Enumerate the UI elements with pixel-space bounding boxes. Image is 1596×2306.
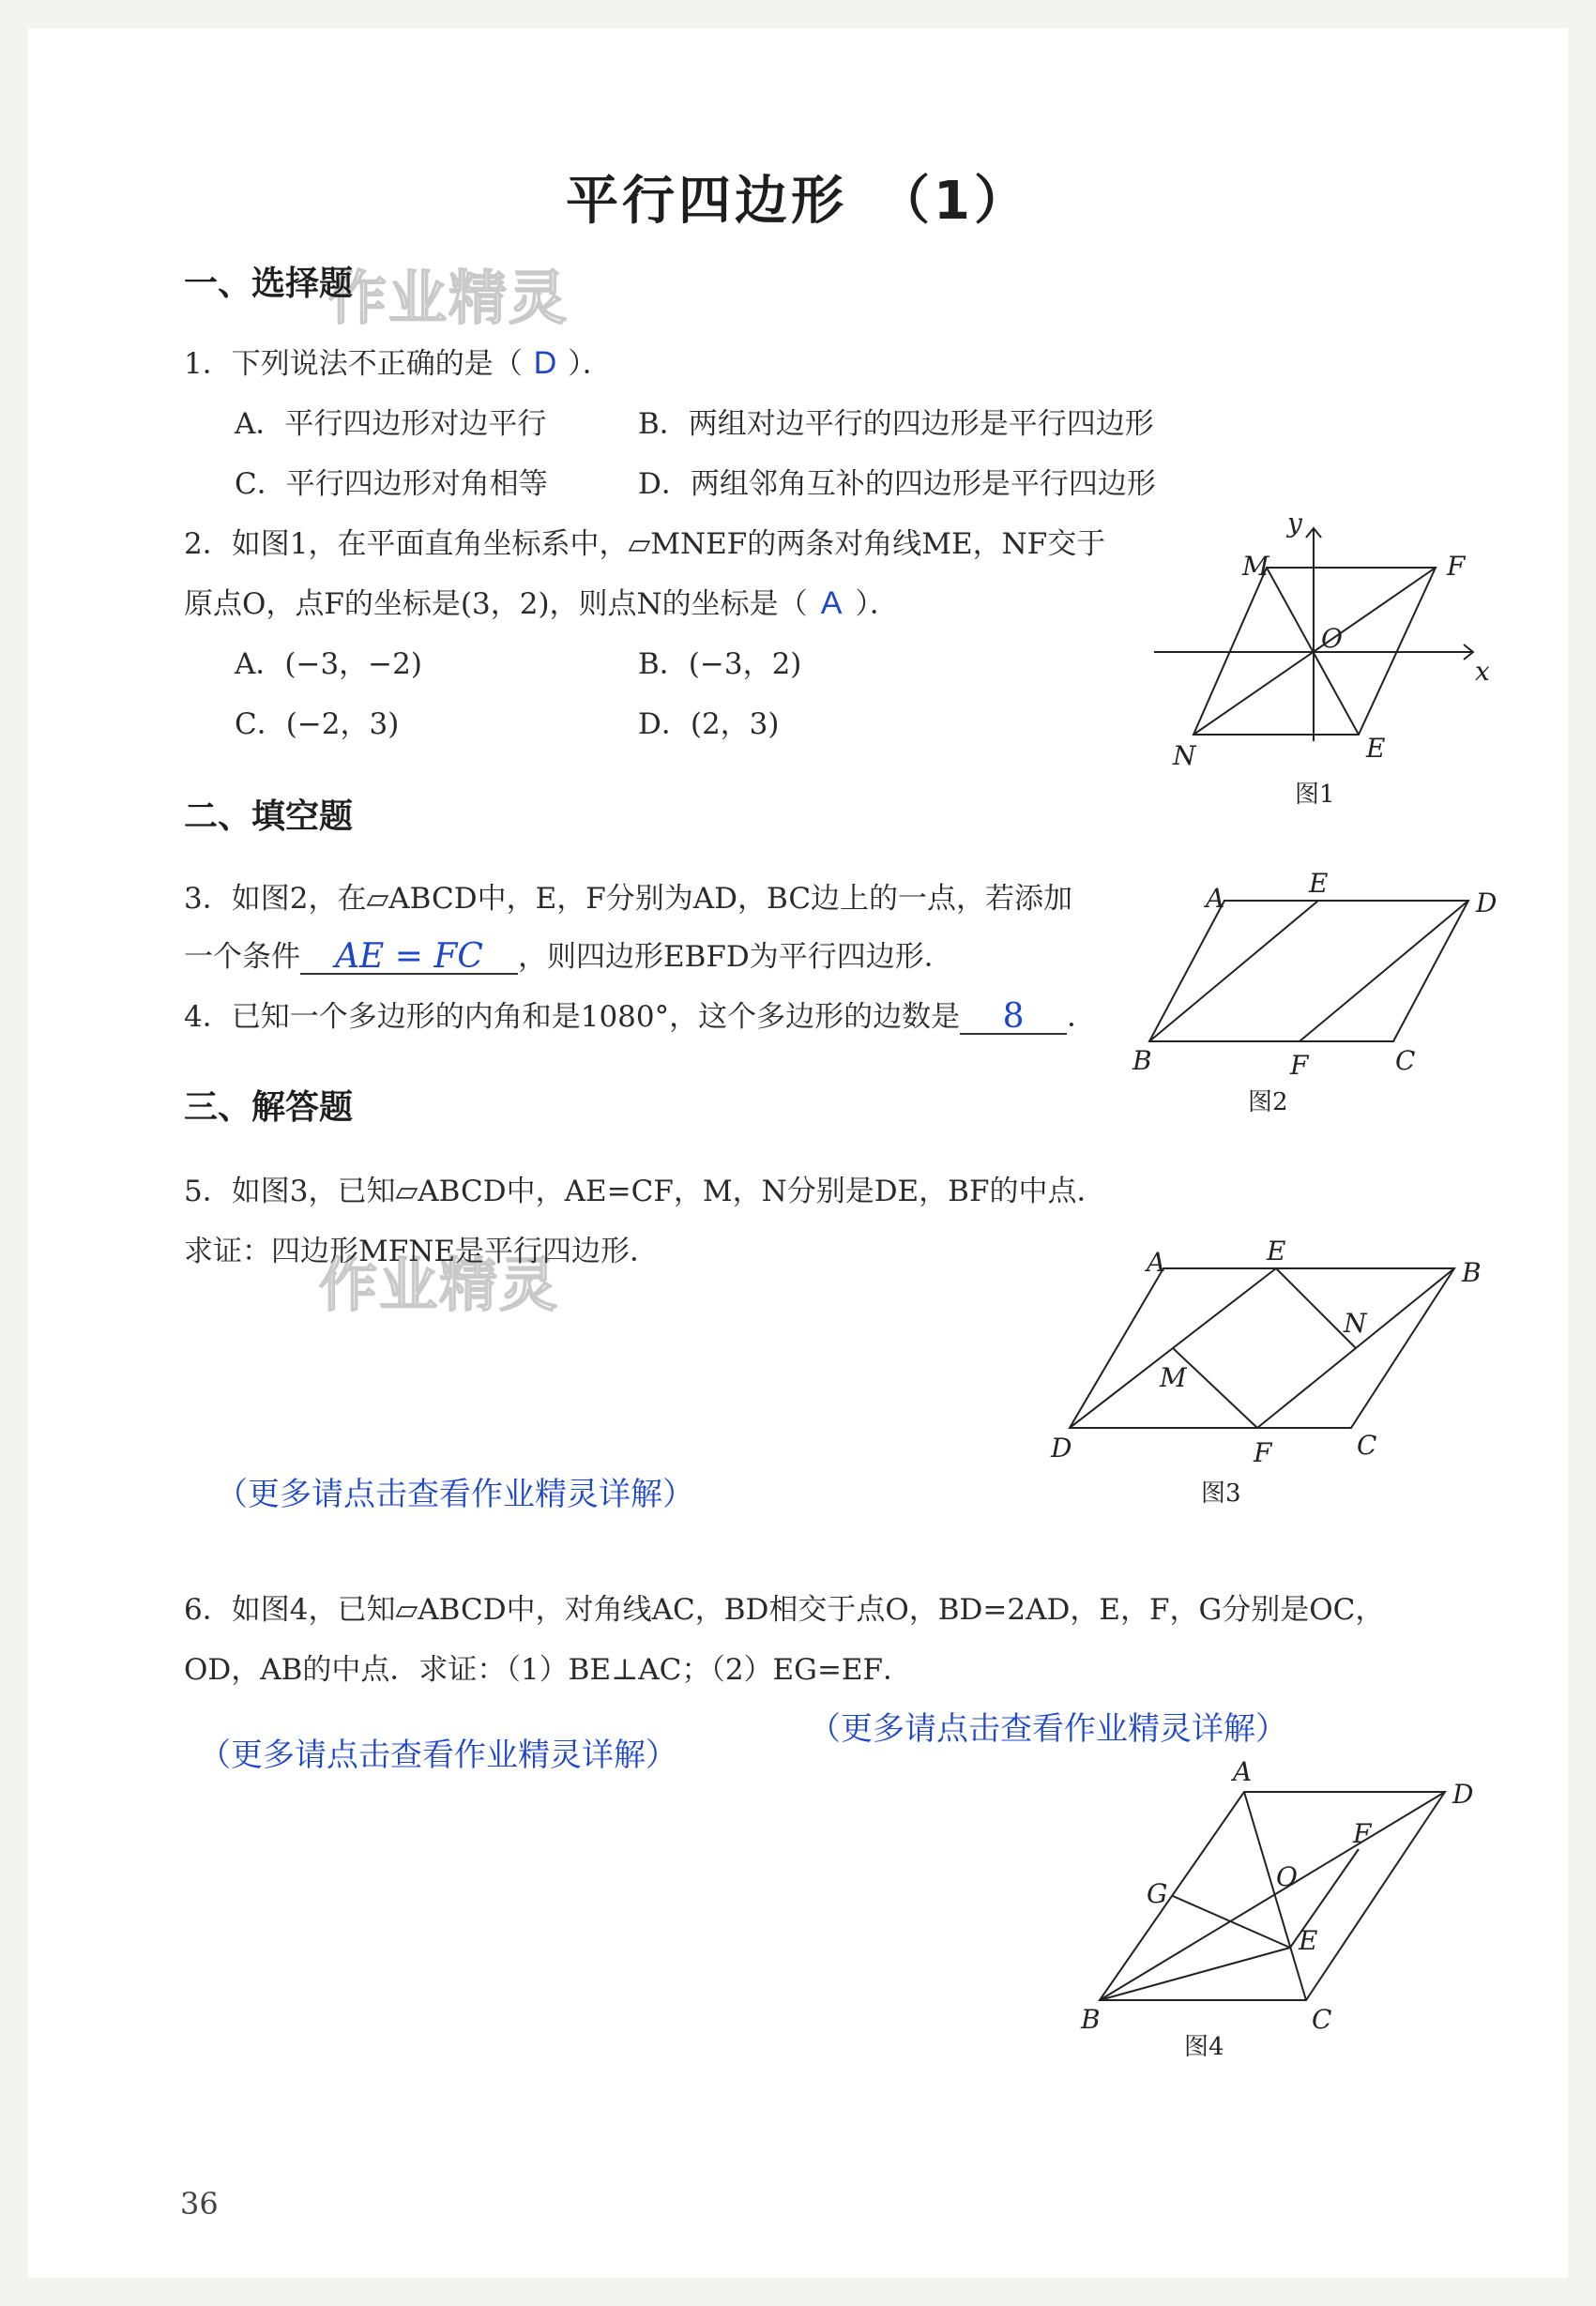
watermark: 作业精灵 bbox=[319, 1251, 560, 1319]
fig4-caption: 图4 bbox=[1184, 2033, 1224, 2061]
question-3-answer: AE = FC bbox=[335, 937, 483, 976]
section-heading-choice: 一、选择题 bbox=[184, 265, 354, 303]
section-heading-solve: 三、解答题 bbox=[184, 1088, 354, 1127]
question-2-option-b: B．(−3，2) bbox=[638, 647, 802, 681]
fig4-label-o: O bbox=[1276, 1861, 1298, 1892]
section-heading-fill: 二、填空题 bbox=[184, 797, 354, 836]
question-5-line-1: 5．如图3，已知▱ABCD中，AE=CF，M，N分别是DE，BF的中点． bbox=[184, 1175, 1106, 1208]
question-2-option-d: D．(2，3) bbox=[638, 707, 780, 741]
question-1 bbox=[184, 340, 612, 382]
fig3-label-c: C bbox=[1357, 1430, 1377, 1461]
watermark: 作业精灵 bbox=[328, 264, 570, 332]
fig3-label-f: F bbox=[1254, 1437, 1272, 1468]
question-4-answer-blank bbox=[960, 997, 1067, 1035]
question-4-answer: 8 bbox=[1002, 997, 1025, 1036]
question-3-stem-end: ，则四边形EBFD为平行四边形． bbox=[518, 940, 953, 974]
figure-1 bbox=[1145, 511, 1501, 821]
figure-4 bbox=[1070, 1745, 1501, 2064]
fig3-label-n: N bbox=[1344, 1308, 1367, 1339]
fig3-label-d: D bbox=[1051, 1433, 1072, 1464]
question-2-line-1: 2．如图1，在平面直角坐标系中，▱MNEF的两条对角线ME，NF交于 bbox=[184, 527, 1106, 561]
fig4-label-b: B bbox=[1081, 2004, 1101, 2035]
fig2-label-b: B bbox=[1132, 1045, 1152, 1076]
fig1-label-n: N bbox=[1173, 740, 1196, 771]
fig4-label-d: D bbox=[1452, 1779, 1474, 1810]
fig1-label-x: x bbox=[1475, 656, 1490, 687]
question-1-stem: 1．下列说法不正确的是（ bbox=[184, 347, 523, 381]
fig4-label-a: A bbox=[1233, 1756, 1253, 1787]
fig1-caption: 图1 bbox=[1295, 781, 1335, 809]
page-number: 36 bbox=[180, 2186, 219, 2222]
more-details-link[interactable]: （更多请点击查看作业精灵详解） bbox=[199, 1737, 677, 1774]
question-6-line-1: 6．如图4，已知▱ABCD中，对角线AC，BD相交于点O，BD=2AD，E，F，G分别是OC， bbox=[184, 1593, 1385, 1627]
question-2-option-c: C．(−2，3) bbox=[235, 707, 400, 741]
fig3-label-e: E bbox=[1267, 1236, 1286, 1267]
question-2-option-a: A．(−3，−2) bbox=[235, 647, 422, 681]
fig2-label-f: F bbox=[1290, 1050, 1309, 1081]
fig2-label-d: D bbox=[1476, 888, 1497, 918]
fig4-label-e: E bbox=[1299, 1925, 1318, 1956]
question-1-option-d: D．两组邻角互补的四边形是平行四边形 bbox=[638, 467, 1156, 501]
fig1-label-y: y bbox=[1287, 511, 1302, 539]
question-4 bbox=[184, 993, 1096, 1035]
fig1-label-e: E bbox=[1366, 733, 1386, 764]
question-1-option-a: A．平行四边形对边平行 bbox=[235, 407, 547, 441]
fig3-label-m: M bbox=[1160, 1362, 1187, 1393]
fig1-label-m: M bbox=[1242, 551, 1269, 582]
question-3-stem: 一个条件 bbox=[184, 940, 300, 974]
question-4-stem-end: ． bbox=[1067, 1000, 1097, 1034]
question-6-line-2: OD，AB的中点．求证：（1）BE⊥AC；（2）EG=EF． bbox=[184, 1653, 913, 1687]
fig4-label-g: G bbox=[1147, 1878, 1168, 1909]
figure-2 bbox=[1121, 858, 1525, 1130]
figure-3 bbox=[1041, 1229, 1511, 1510]
fig2-label-a: A bbox=[1206, 883, 1225, 914]
question-1-stem-end: ）． bbox=[568, 347, 612, 381]
page-title: 平行四边形 （1） bbox=[566, 171, 1030, 232]
question-4-stem: 4．已知一个多边形的内角和是1080°，这个多边形的边数是 bbox=[184, 1000, 961, 1034]
question-2-answer: A bbox=[820, 585, 843, 621]
question-1-option-b: B．两组对边平行的四边形是平行四边形 bbox=[638, 407, 1154, 441]
question-1-answer: D bbox=[533, 345, 557, 381]
fig1-label-o: O bbox=[1321, 623, 1343, 654]
question-3-line-1: 3．如图2，在▱ABCD中，E，F分别为AD，BC边上的一点，若添加 bbox=[184, 882, 1073, 916]
question-2-stem-end: ）． bbox=[855, 587, 899, 621]
fig3-caption: 图3 bbox=[1201, 1479, 1241, 1508]
fig2-label-c: C bbox=[1395, 1045, 1416, 1076]
question-2-stem: 原点O，点F的坐标是(3，2)，则点N的坐标是（ bbox=[184, 587, 808, 621]
more-details-link[interactable]: （更多请点击查看作业精灵详解） bbox=[809, 1710, 1287, 1748]
question-2-line-2 bbox=[184, 580, 899, 622]
fig4-label-c: C bbox=[1312, 2004, 1332, 2035]
fig2-caption: 图2 bbox=[1248, 1088, 1288, 1116]
fig3-label-b: B bbox=[1462, 1257, 1482, 1288]
question-1-option-c: C．平行四边形对角相等 bbox=[235, 467, 548, 501]
question-3-line-2 bbox=[184, 933, 953, 975]
more-details-link[interactable]: （更多请点击查看作业精灵详解） bbox=[216, 1476, 694, 1513]
fig4-label-f: F bbox=[1353, 1818, 1372, 1849]
fig2-label-e: E bbox=[1309, 868, 1329, 899]
fig1-label-f: F bbox=[1447, 551, 1466, 582]
question-3-answer-blank bbox=[300, 937, 518, 975]
fig3-label-a: A bbox=[1147, 1247, 1166, 1278]
question-5-line-2: 求证：四边形MFNE是平行四边形． bbox=[184, 1235, 660, 1268]
